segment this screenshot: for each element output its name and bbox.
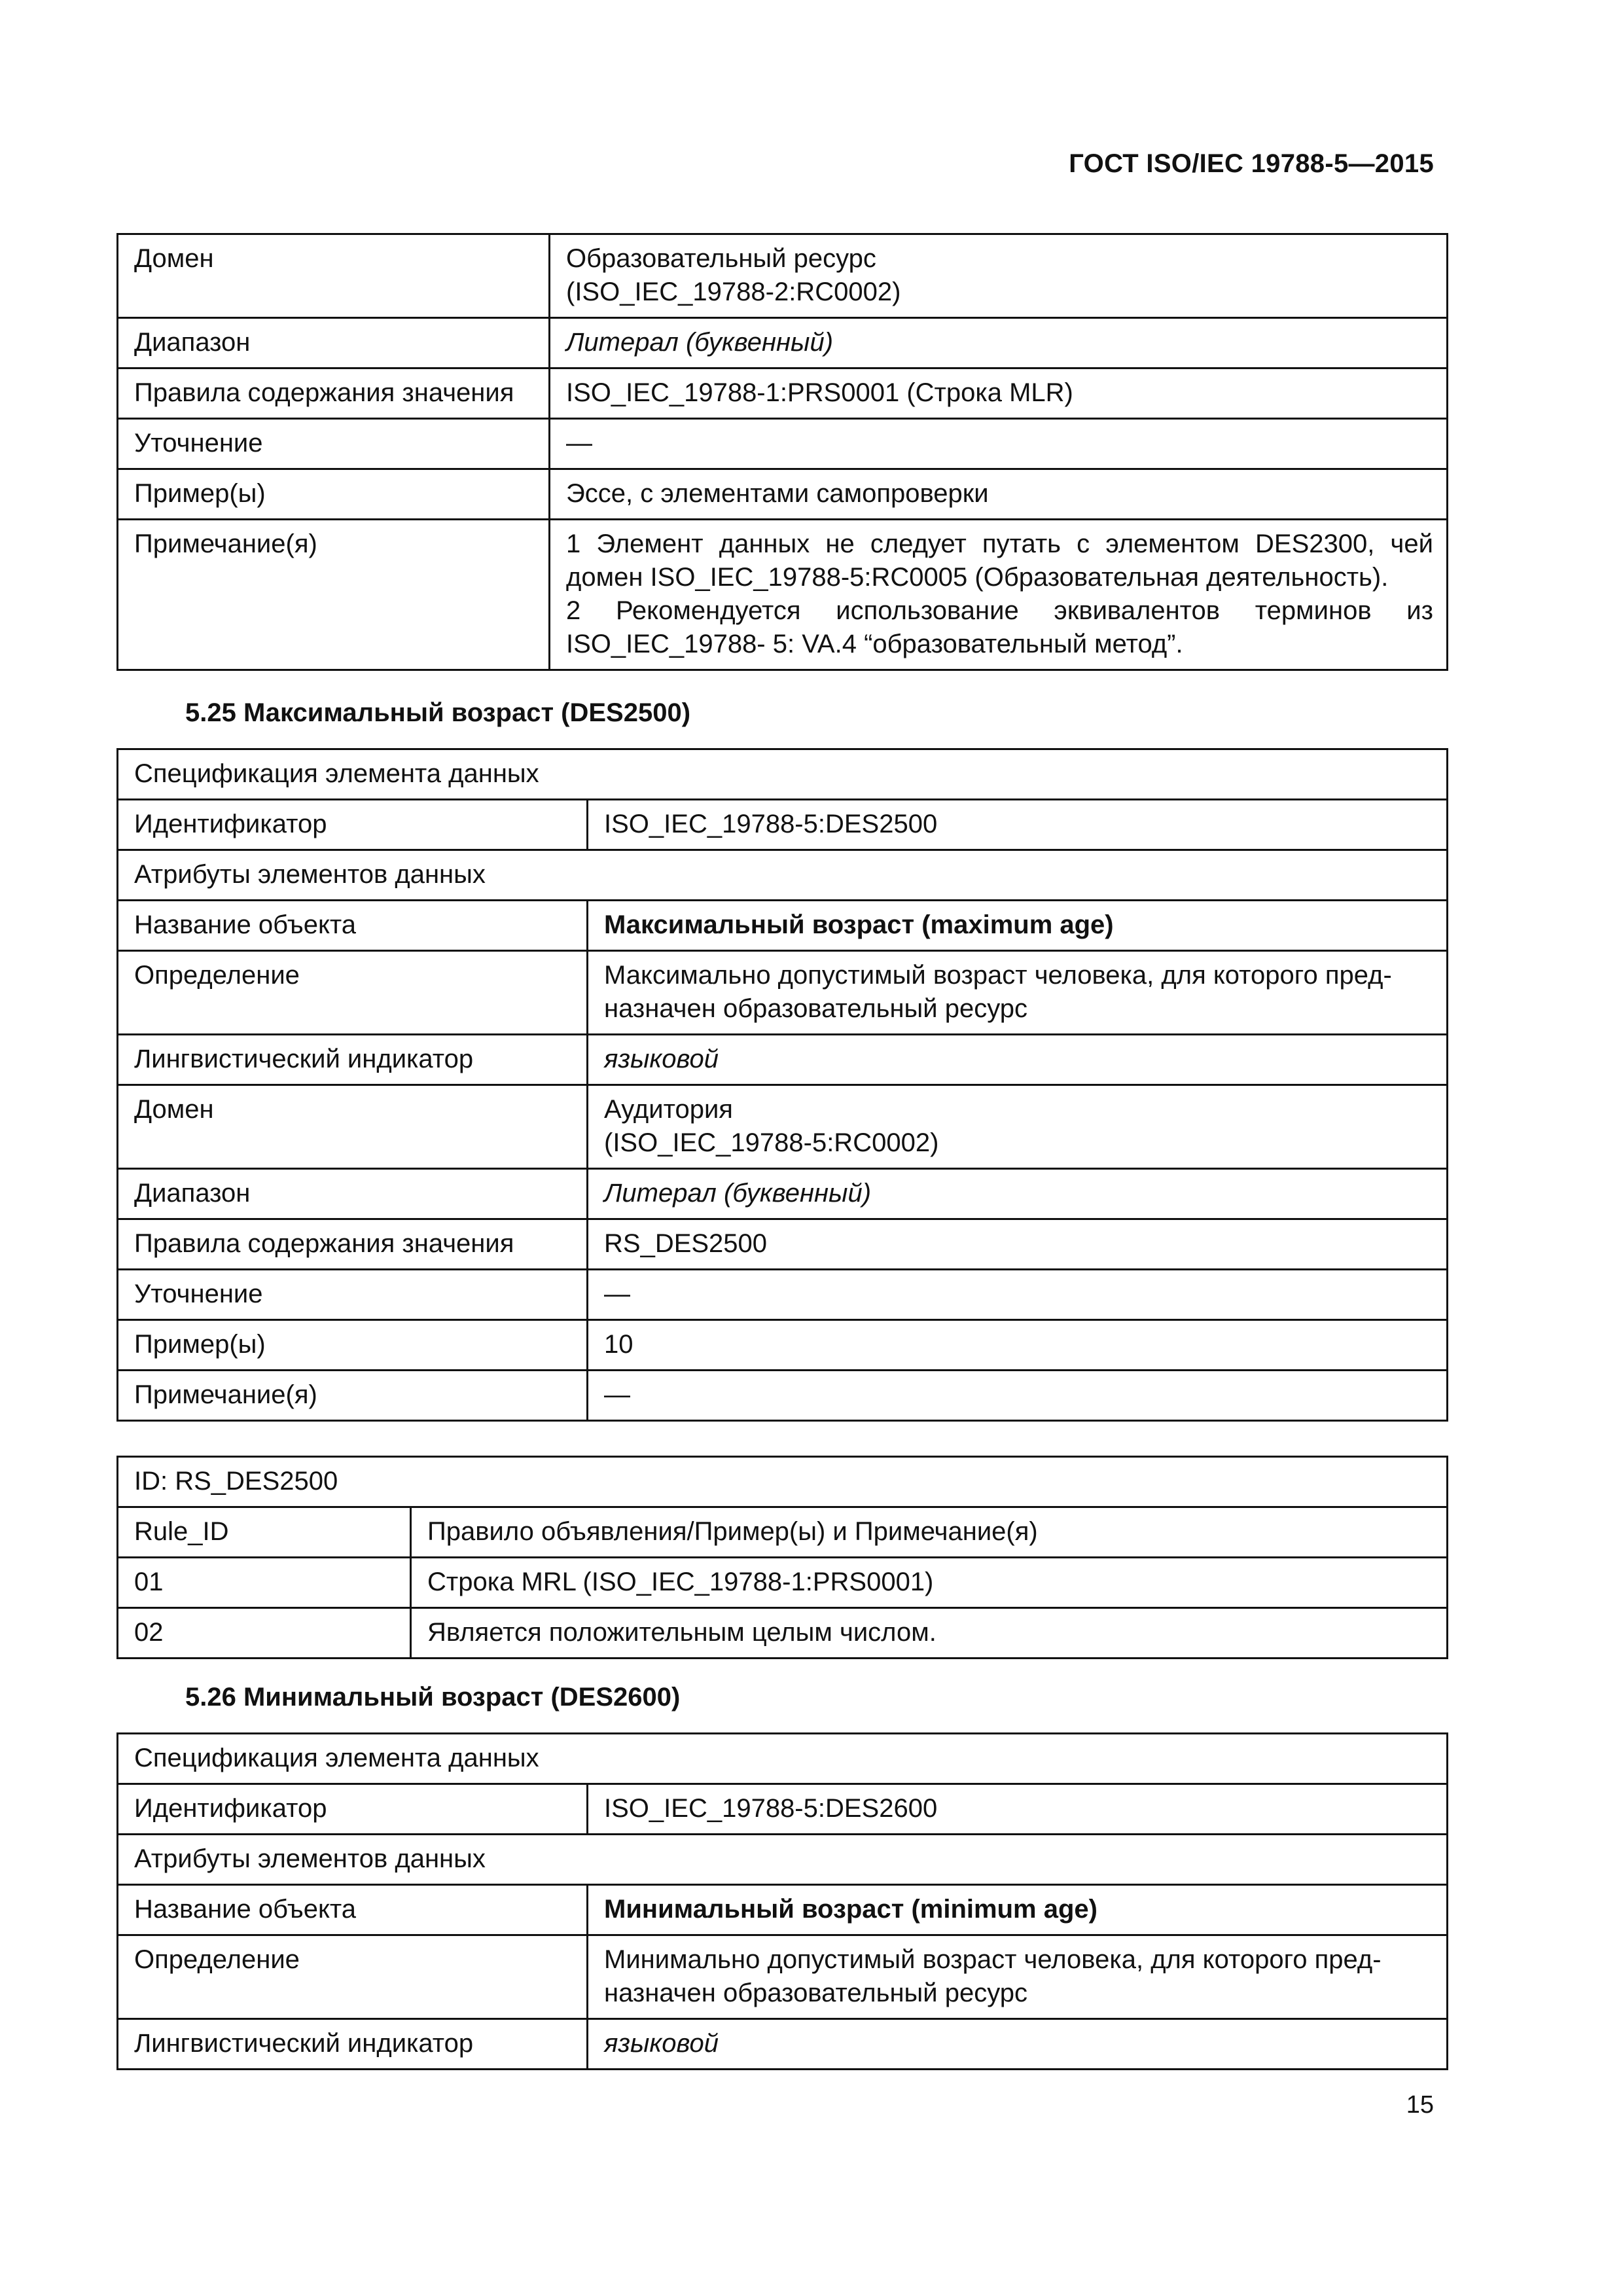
row-label: Пример(ы)	[118, 1320, 588, 1371]
table-row	[118, 520, 1448, 670]
table-row	[118, 1270, 1448, 1320]
table-row	[118, 1169, 1448, 1219]
table-row	[118, 1885, 1448, 1935]
row-label: Диапазон	[118, 1169, 588, 1219]
row-value: ISO_IEC_19788-1:PRS0001 (Строка MLR)	[550, 368, 1448, 419]
des2500-spec-table	[116, 748, 1448, 1422]
row-value: языковой	[588, 2019, 1448, 2070]
row-label: Определение	[118, 1935, 588, 2019]
table-row	[118, 1035, 1448, 1085]
column-header: Rule_ID	[118, 1507, 411, 1558]
row-value: Минимальный возраст (minimum age)	[588, 1885, 1448, 1935]
row-value: ISO_IEC_19788-5:DES2600	[588, 1784, 1448, 1835]
row-value: 10	[588, 1320, 1448, 1371]
table-row	[118, 318, 1448, 368]
row-label: Пример(ы)	[118, 469, 550, 520]
row-label: Домен	[118, 1085, 588, 1169]
table-row	[118, 234, 1448, 318]
table-row	[118, 1935, 1448, 2019]
table-row	[118, 1457, 1448, 1507]
row-value: Образовательный ресурс (ISO_IEC_19788-2:RC0002)	[550, 234, 1448, 318]
row-value: Литерал (буквенный)	[588, 1169, 1448, 1219]
table-row	[118, 1734, 1448, 1784]
row-label: Идентификатор	[118, 1784, 588, 1835]
row-label: Домен	[118, 234, 550, 318]
row-label: Уточнение	[118, 419, 550, 469]
table-row	[118, 469, 1448, 520]
table-row	[118, 850, 1448, 901]
des2600-spec-table	[116, 1732, 1448, 2070]
table-row	[118, 368, 1448, 419]
row-label: Правила содержания значения	[118, 1219, 588, 1270]
table-row	[118, 1835, 1448, 1885]
row-value: Эссе, с элементами самопроверки	[550, 469, 1448, 520]
row-value: —	[588, 1270, 1448, 1320]
section-title-525: 5.25 Максимальный возраст (DES2500)	[185, 698, 691, 727]
row-value: Максимальный возраст (maximum age)	[588, 901, 1448, 951]
row-label: Название объекта	[118, 901, 588, 951]
row-label: Лингвистический индикатор	[118, 1035, 588, 1085]
row-label: Определение	[118, 951, 588, 1035]
table-row	[118, 1371, 1448, 1421]
row-value: —	[588, 1371, 1448, 1421]
table-row	[118, 749, 1448, 800]
row-value: RS_DES2500	[588, 1219, 1448, 1270]
table-row	[118, 1784, 1448, 1835]
row-label: Примечание(я)	[118, 520, 550, 670]
row-value: 1 Элемент данных не следует путать с элементом DES2300, чей домен ISO_IEC_19788-5:RC0005 (Образовательная деятельность). 2 Рекомендуется использование эквивалентов терминов из ISO_IEC_19788- 5: VA.4 “образовательный метод”.	[550, 520, 1448, 670]
page-header: ГОСТ ISO/IEC 19788-5—2015	[1069, 149, 1434, 178]
attr-header: Атрибуты элементов данных	[118, 850, 1448, 901]
row-label: Лингвистический индикатор	[118, 2019, 588, 2070]
rule-id: 02	[118, 1608, 411, 1659]
spec-header: Спецификация элемента данных	[118, 1734, 1448, 1784]
table-row	[118, 951, 1448, 1035]
section-title-526: 5.26 Минимальный возраст (DES2600)	[185, 1683, 681, 1712]
row-label: Идентификатор	[118, 800, 588, 850]
row-value: языковой	[588, 1035, 1448, 1085]
row-label: Уточнение	[118, 1270, 588, 1320]
table-row	[118, 901, 1448, 951]
table-row	[118, 419, 1448, 469]
row-label: Правила содержания значения	[118, 368, 550, 419]
row-label: Название объекта	[118, 1885, 588, 1935]
row-value: Минимально допустимый возраст человека, для которого пред- назначен образовательный ресурс	[588, 1935, 1448, 2019]
page-number: 15	[1406, 2091, 1434, 2119]
table-row	[118, 800, 1448, 850]
row-value: ISO_IEC_19788-5:DES2500	[588, 800, 1448, 850]
table-row	[118, 1558, 1448, 1608]
rule-text: Строка MRL (ISO_IEC_19788-1:PRS0001)	[411, 1558, 1448, 1608]
row-value: Аудитория (ISO_IEC_19788-5:RC0002)	[588, 1085, 1448, 1169]
rule-text: Является положительным целым числом.	[411, 1608, 1448, 1659]
row-value: —	[550, 419, 1448, 469]
table-row	[118, 1219, 1448, 1270]
rs-des2500-rules-table	[116, 1456, 1448, 1659]
row-label: Диапазон	[118, 318, 550, 368]
continuation-table	[116, 233, 1448, 671]
rule-id: 01	[118, 1558, 411, 1608]
spec-header: Спецификация элемента данных	[118, 749, 1448, 800]
attr-header: Атрибуты элементов данных	[118, 1835, 1448, 1885]
column-header: Правило объявления/Пример(ы) и Примечание(я)	[411, 1507, 1448, 1558]
table-row	[118, 1085, 1448, 1169]
table-row	[118, 1608, 1448, 1659]
table-row	[118, 2019, 1448, 2070]
row-label: Примечание(я)	[118, 1371, 588, 1421]
rules-id: ID: RS_DES2500	[118, 1457, 1448, 1507]
row-value: Максимально допустимый возраст человека, для которого пред- назначен образовательный ресурс	[588, 951, 1448, 1035]
table-row	[118, 1507, 1448, 1558]
row-value: Литерал (буквенный)	[550, 318, 1448, 368]
table-row	[118, 1320, 1448, 1371]
